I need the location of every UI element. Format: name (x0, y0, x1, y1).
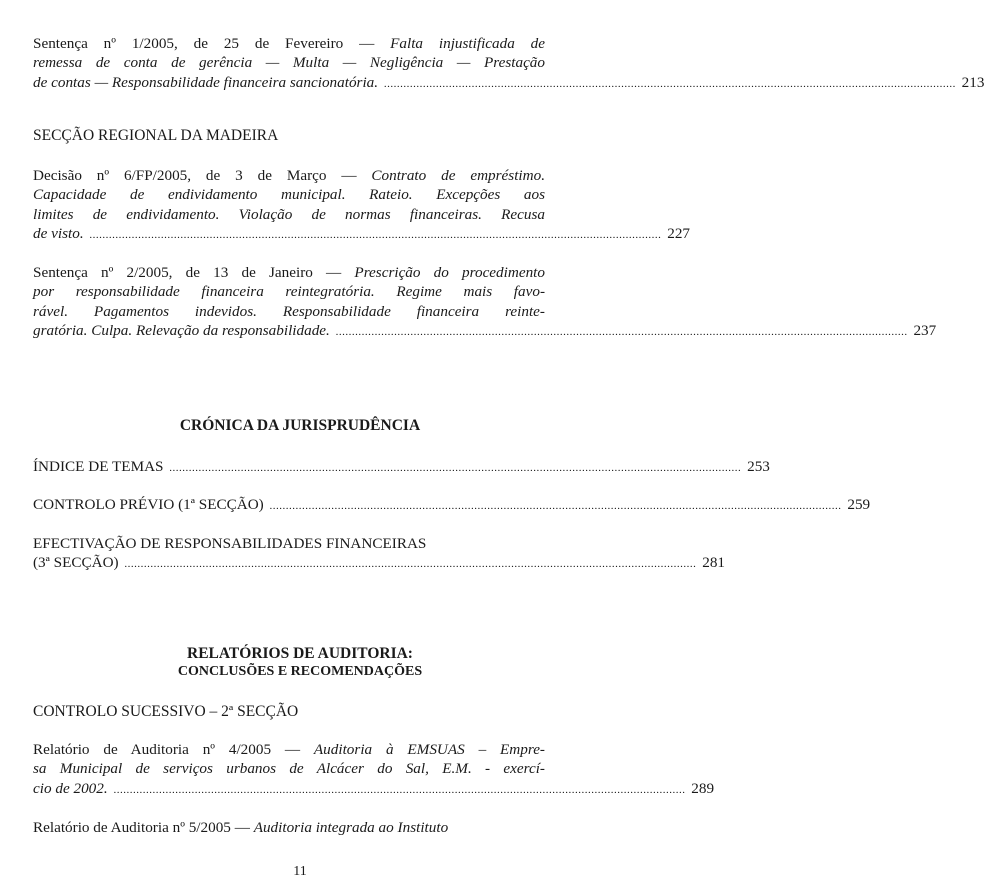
entry-last-line: (3ª SECÇÃO) ................................................................................................................................................................................ 281 (33, 554, 725, 572)
page-number: 11 (293, 864, 307, 879)
section-heading-relatorios: RELATÓRIOS DE AUDITORIA: (187, 645, 413, 662)
dot-leader: ................................................................................................................................................................................ (124, 558, 697, 571)
toc-entry-relatorio-4-2005[interactable] (33, 740, 715, 800)
entry-line: limites de endividamento. Violação de normas financeiras. Recusa (33, 205, 545, 223)
toc-entry-decisao-6-2005[interactable] (33, 166, 690, 246)
dot-leader: ................................................................................................................................................................................ (169, 462, 742, 474)
page-ref: 259 (847, 496, 871, 513)
entry-line: EFECTIVAÇÃO DE RESPONSABILIDADES FINANCEIRAS (33, 535, 427, 552)
toc-entry-efectivacao[interactable] (33, 534, 725, 575)
toc-entry-relatorio-5-2005[interactable] (33, 818, 545, 837)
dot-leader: ................................................................................................................................................................................ (383, 77, 956, 90)
page-ref: 227 (667, 225, 690, 243)
entry-line: rável. Pagamentos indevidos. Responsabilidade financeira reinte- (33, 302, 545, 320)
toc-entry-sentenca-1-2005[interactable] (33, 34, 984, 94)
toc-entry-sentenca-2-2005[interactable] (33, 263, 937, 343)
entry-line: Sentença nº 1/2005, de 25 de Fevereiro — Falta injustificada de (33, 35, 545, 52)
section-heading-cronica: CRÓNICA DA JURISPRUDÊNCIA (179, 417, 421, 434)
entry-last-line: ÍNDICE DE TEMAS ................................................................................................................................................................................ 253 (33, 458, 770, 475)
section-heading-madeira: SECÇÃO REGIONAL DA MADEIRA (33, 127, 279, 144)
entry-last-line: de contas — Responsabilidade financeira sancionatória. ................................................................................................................................................................................ 213 (33, 73, 984, 91)
entry-last-line: de visto. ................................................................................................................................................................................ 227 (33, 225, 690, 243)
section-heading-controlo-sucessivo: CONTROLO SUCESSIVO – 2ª SECÇÃO (33, 703, 299, 720)
section-subheading-conclusoes: CONCLUSÕES E RECOMENDAÇÕES (177, 664, 423, 679)
toc-entry-indice-temas[interactable] (33, 457, 770, 478)
dot-leader: ................................................................................................................................................................................ (269, 500, 842, 512)
entry-line: Decisão nº 6/FP/2005, de 3 de Março — Contrato de empréstimo. (33, 167, 545, 184)
entry-last-line: gratória. Culpa. Relevação da responsabilidade. ................................................................................................................................................................................ 237 (33, 322, 937, 340)
entry-last-line: CONTROLO PRÉVIO (1ª SECÇÃO) ................................................................................................................................................................................ 259 (33, 496, 871, 513)
page-ref: 289 (691, 779, 715, 797)
entry-line: Sentença nº 2/2005, de 13 de Janeiro — Prescrição do procedimento (33, 264, 545, 281)
page-ref: 213 (961, 73, 984, 91)
toc-entry-controlo-previo[interactable] (33, 495, 871, 516)
dot-leader: ................................................................................................................................................................................ (89, 229, 662, 242)
entry-line: remessa de conta de gerência — Multa — Negligência — Prestação (33, 54, 545, 72)
entry-line: Relatório de Auditoria nº 5/2005 — Auditoria integrada ao Instituto (33, 819, 449, 836)
entry-last-line: cio de 2002. ................................................................................................................................................................................ 289 (33, 779, 715, 797)
dot-leader: ................................................................................................................................................................................ (335, 326, 908, 339)
page-ref: 237 (913, 322, 937, 340)
page-ref: 281 (702, 554, 725, 572)
entry-line: Capacidade de endividamento municipal. Rateio. Excepções aos (33, 186, 545, 204)
entry-line: sa Municipal de serviços urbanos de Alcácer do Sal, E.M. - exercí- (33, 760, 545, 778)
entry-line: Relatório de Auditoria nº 4/2005 — Auditoria à EMSUAS – Empre- (33, 741, 545, 758)
page-ref: 253 (747, 458, 770, 475)
dot-leader: ................................................................................................................................................................................ (113, 783, 686, 796)
entry-line: por responsabilidade financeira reintegratória. Regime mais favo- (33, 283, 545, 301)
